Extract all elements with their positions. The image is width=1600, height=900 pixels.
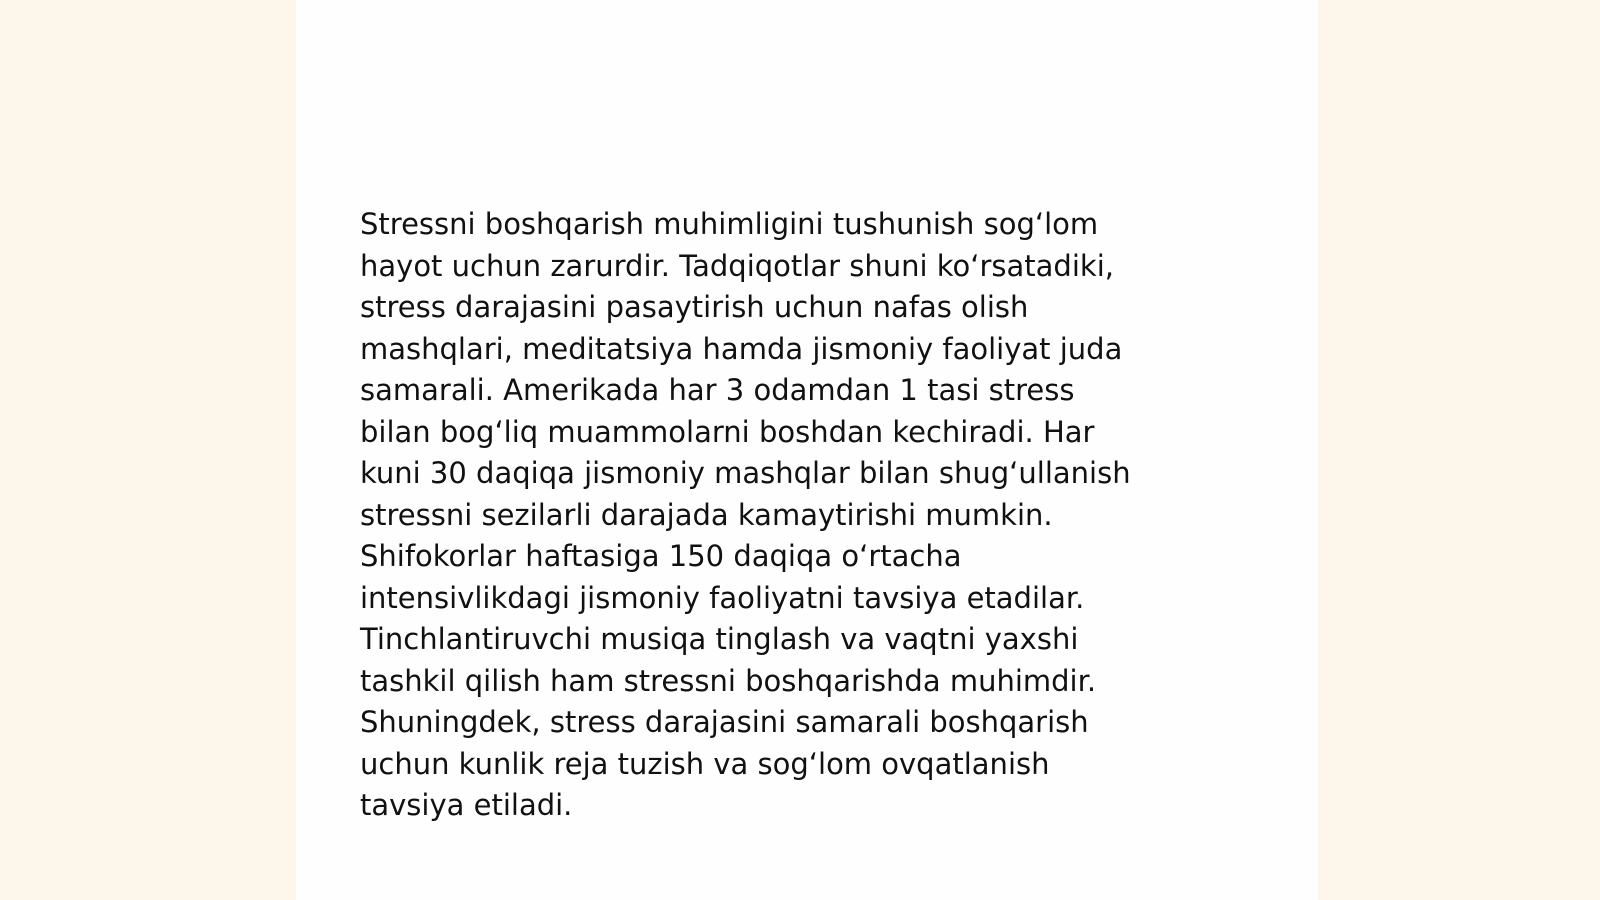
document-page (296, 0, 1318, 900)
body-paragraph: Stressni boshqarish muhimligini tushunish sog‘lom hayot uchun zarurdir. Tadqiqotlar shuni ko‘rsatadiki, stress darajasini pasaytirish uchun nafas olish mashqlari, meditatsiya hamda jismoniy faoliyat juda samarali. Amerikada har 3 odamdan 1 tasi stress bilan bog‘liq muammolarni boshdan kechiradi. Har kuni 30 daqiqa jismoniy mashqlar bilan shug‘ullanish stressni sezilarli darajada kamaytirishi mumkin. Shifokorlar haftasiga 150 daqiqa o‘rtacha intensivlikdagi jismoniy faoliyatni tavsiya etadilar. Tinchlantiruvchi musiqa tinglash va vaqtni yaxshi tashkil qilish ham stressni boshqarishda muhimdir. Shuningdek, stress darajasini samarali boshqarish uchun kunlik reja tuzish va sog‘lom ovqatlanish tavsiya etiladi. (360, 207, 1131, 822)
right-margin (1318, 0, 1600, 900)
left-margin (0, 0, 296, 900)
